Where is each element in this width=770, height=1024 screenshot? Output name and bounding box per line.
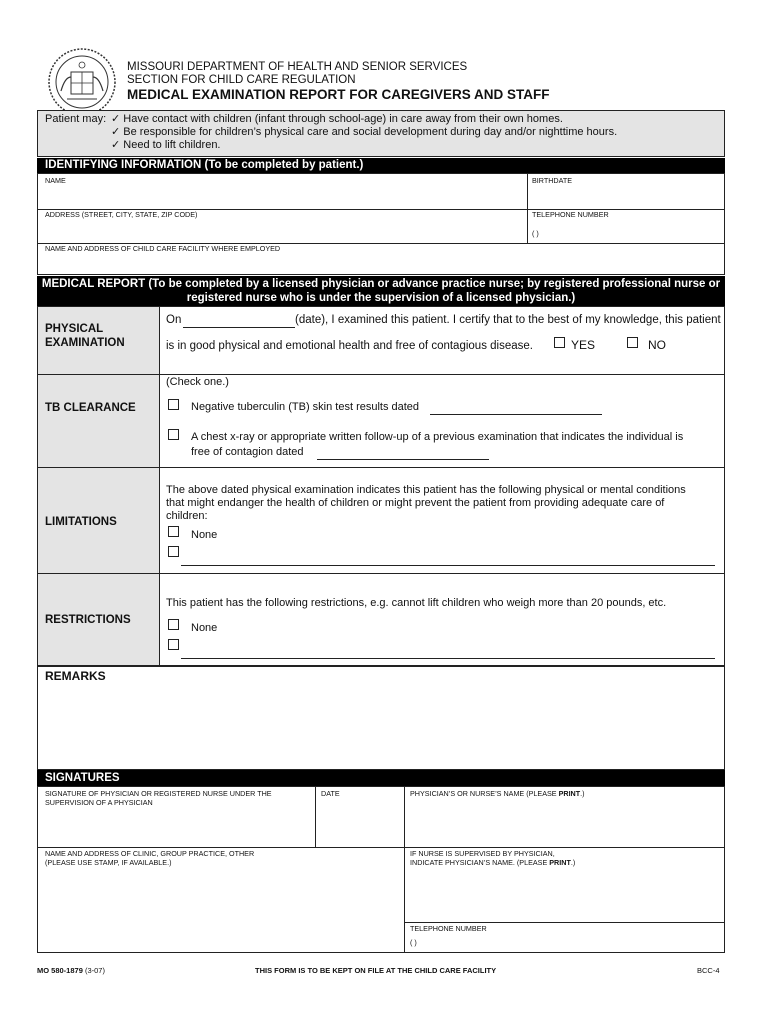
- remarks-field[interactable]: [42, 687, 720, 767]
- signature-label-line-2: SUPERVISION OF A PHYSICIAN: [45, 797, 153, 807]
- supervising-physician-field[interactable]: [407, 869, 721, 920]
- patient-may-item-3: ✓ Need to lift children.: [111, 139, 221, 151]
- missouri-seal-logo: [47, 47, 117, 117]
- patient-may-item-2: ✓ Be responsible for children’s physical care and social development during day and/or nighttime hours.: [111, 126, 618, 138]
- restrictions-other-field[interactable]: [181, 658, 715, 659]
- form-code: BCC-4: [697, 966, 720, 975]
- sig-telephone-field[interactable]: ( ): [410, 938, 417, 947]
- physician-name-label: PHYSICIAN’S OR NURSE’S NAME (PLEASE PRINT.): [410, 789, 585, 798]
- limitations-other-field[interactable]: [181, 565, 715, 566]
- medical-heading-line-2: registered nurse who is under the supervision of a licensed physician.): [186, 291, 576, 304]
- department-name: MISSOURI DEPARTMENT OF HEALTH AND SENIOR SERVICES: [127, 61, 468, 73]
- tb-skin-test-date-field[interactable]: [430, 414, 602, 415]
- signatures-section: [37, 786, 725, 953]
- limitations-text-3: children:: [166, 510, 208, 522]
- medical-report-heading: [37, 276, 725, 306]
- supervising-label-line-2: INDICATE PHYSICIAN’S NAME. (PLEASE PRINT.): [410, 857, 576, 867]
- form-title: MEDICAL EXAMINATION REPORT FOR CAREGIVERS AND STAFF: [127, 87, 550, 102]
- tb-xray-date-field[interactable]: [317, 459, 489, 460]
- exam-date-field[interactable]: [183, 327, 295, 328]
- telephone-field[interactable]: ( ): [532, 229, 539, 238]
- identifying-section: [37, 173, 725, 275]
- clinic-field[interactable]: [42, 869, 402, 949]
- signature-date-field[interactable]: [318, 800, 402, 845]
- identifying-heading: IDENTIFYING INFORMATION (To be completed by patient.): [37, 158, 725, 173]
- facility-label: NAME AND ADDRESS OF CHILD CARE FACILITY WHERE EMPLOYED: [45, 244, 281, 253]
- name-field[interactable]: [42, 185, 524, 208]
- clinic-label-line-2: (PLEASE USE STAMP, IF AVAILABLE.): [45, 857, 172, 867]
- medical-report-section: [37, 306, 725, 666]
- limitations-other-checkbox[interactable]: [168, 546, 179, 557]
- supervising-label-line-1: IF NURSE IS SUPERVISED BY PHYSICIAN,: [410, 849, 555, 858]
- limitations-none-checkbox[interactable]: [168, 526, 179, 537]
- patient-may-label: Patient may:: [45, 113, 107, 125]
- patient-may-item-1: ✓ Have contact with children (infant through school-age) in care away from their own homes.: [111, 113, 563, 125]
- limitations-text-2: that might endanger the health of children or might prevent the patient from providing adequate care of: [166, 497, 665, 509]
- date-label: DATE: [321, 789, 340, 798]
- restrictions-none-checkbox[interactable]: [168, 619, 179, 630]
- signature-field[interactable]: [42, 809, 312, 845]
- form-number: MO 580-1879 (3-07): [37, 966, 105, 975]
- physical-label-line-1: PHYSICAL: [45, 323, 104, 335]
- clinic-label: [45, 850, 254, 867]
- remarks-section: [37, 666, 725, 770]
- tb-xray-checkbox[interactable]: [168, 429, 179, 440]
- exam-certify-text: (date), I examined this patient. I certify that to the best of my knowledge, this patient: [295, 314, 721, 326]
- no-label: NO: [648, 338, 666, 352]
- patient-may-box: [37, 110, 725, 157]
- restrictions-other-checkbox[interactable]: [168, 639, 179, 650]
- telephone-label: TELEPHONE NUMBER: [532, 210, 609, 219]
- restrictions-label: RESTRICTIONS: [45, 614, 131, 626]
- clinic-label-line-1: NAME AND ADDRESS OF CLINIC, GROUP PRACTICE, OTHER: [45, 849, 255, 858]
- address-label: ADDRESS (STREET, CITY, STATE, ZIP CODE): [45, 210, 198, 219]
- signature-label-line-1: SIGNATURE OF PHYSICIAN OR REGISTERED NURSE UNDER THE: [45, 789, 272, 798]
- sig-telephone-label: TELEPHONE NUMBER: [410, 924, 487, 933]
- tb-xray-text-2: free of contagion dated: [191, 446, 304, 458]
- exam-date-prefix: On: [166, 314, 182, 326]
- birthdate-label: BIRTHDATE: [532, 176, 573, 185]
- limitations-text-1: The above dated physical examination indicates this patient has the following physical or mental conditions: [166, 484, 686, 496]
- no-checkbox[interactable]: [627, 337, 638, 348]
- medical-heading-line-1: MEDICAL REPORT (To be completed by a licensed physician or advance practice nurse; by registered professional nurse or: [41, 278, 721, 290]
- tb-check-one: (Check one.): [166, 376, 229, 388]
- remarks-label: REMARKS: [45, 669, 106, 683]
- address-field[interactable]: [42, 220, 524, 242]
- exam-health-text: is in good physical and emotional health and free of contagious disease.: [166, 340, 533, 352]
- signature-label: [45, 790, 272, 807]
- supervising-physician-label: [410, 850, 575, 867]
- physical-label-line-2: EXAMINATION: [45, 337, 125, 349]
- section-name: SECTION FOR CHILD CARE REGULATION: [127, 74, 356, 86]
- limitations-none-label: None: [191, 529, 218, 541]
- restrictions-none-label: None: [191, 622, 218, 634]
- tb-clearance-label: TB CLEARANCE: [45, 402, 136, 414]
- yes-label: YES: [571, 338, 596, 352]
- footer-notice: THIS FORM IS TO BE KEPT ON FILE AT THE CHILD CARE FACILITY: [255, 966, 497, 975]
- restrictions-text: This patient has the following restrictions, e.g. cannot lift children who weigh more than 20 pounds, etc.: [166, 597, 667, 609]
- name-label: NAME: [45, 176, 66, 185]
- limitations-label: LIMITATIONS: [45, 516, 117, 528]
- tb-skin-test-text: Negative tuberculin (TB) skin test results dated: [191, 401, 420, 413]
- facility-field[interactable]: [42, 254, 722, 274]
- tb-xray-text-1: A chest x-ray or appropriate written follow-up of a previous examination that indicates the individual is: [191, 431, 684, 443]
- yes-checkbox[interactable]: [554, 337, 565, 348]
- signatures-heading: SIGNATURES: [37, 770, 725, 786]
- tb-skin-test-checkbox[interactable]: [168, 399, 179, 410]
- physician-name-field[interactable]: [407, 800, 721, 845]
- birthdate-field[interactable]: [530, 185, 720, 208]
- physical-exam-label: [45, 322, 125, 350]
